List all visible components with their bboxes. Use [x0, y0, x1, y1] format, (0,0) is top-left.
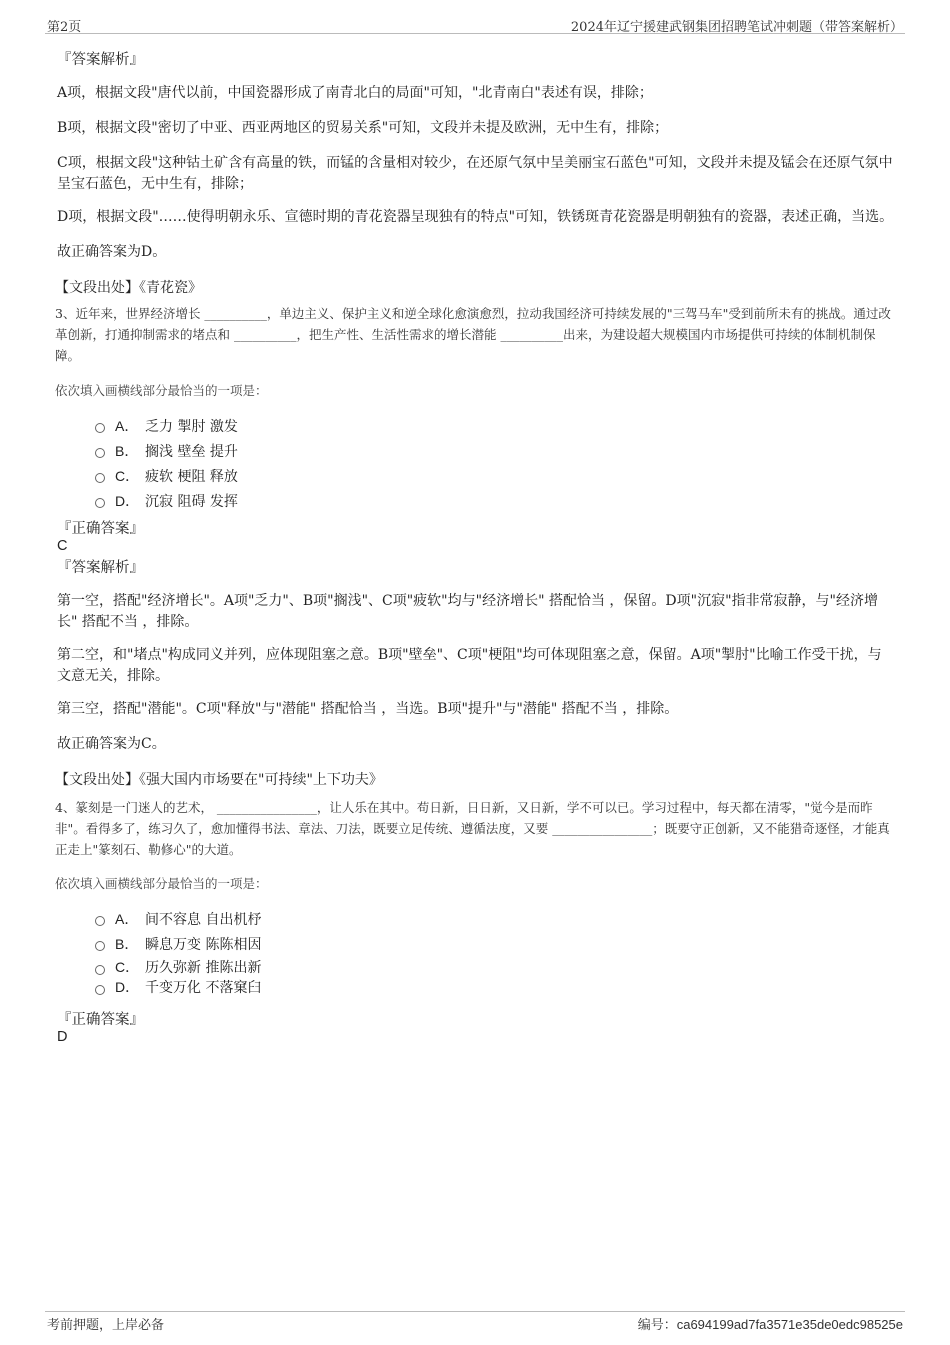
radio-icon[interactable] [95, 941, 105, 951]
radio-icon[interactable] [95, 985, 105, 995]
analysis-paragraph: C项，根据文段"这种钴土矿含有高量的铁，而锰的含量相对较少，在还原气氛中呈美丽宝石蓝色"可知，文段并未提及锰会在还原气氛中呈宝石蓝色，无中生有，排除； [57, 155, 893, 192]
option-b[interactable]: B． 搁浅 壁垒 提升 [95, 438, 895, 463]
radio-icon[interactable] [95, 498, 105, 508]
analysis-paragraph: B项，根据文段"密切了中亚、西亚两地区的贸易关系"可知，文段并未提及欧洲，无中生有，排除； [57, 120, 669, 136]
correct-answer-heading: 『正确答案』 [57, 1012, 144, 1028]
source-citation: 【文段出处】《强大国内市场要在"可持续"上下功夫》 [55, 772, 383, 788]
option-c[interactable]: C． 疲软 梗阻 释放 [95, 463, 895, 488]
analysis-conclusion: 故正确答案为C。 [57, 736, 166, 752]
radio-icon[interactable] [95, 448, 105, 458]
analysis-paragraph: 第二空，和"堵点"构成同义并列，应体现阻塞之意。B项"壁垒"、C项"梗阻"均可体现阻塞之意，保留。A项"掣肘"比喻工作受干扰，与文意无关，排除。 [57, 647, 882, 684]
question-stem: 4、篆刻是一门迷人的艺术， ________________，让人乐在其中。苟日新，日日新，又日新，学不可以已。学习过程中，每天都在清零，"觉今是而昨非"。看得多了，练习久了，愈加懂得书法、章法、刀法，既要立足传统、遵循法度，又要 ________________；既要守正创新，又不能猎奇逐怪，才能真正走上"篆刻石、勒修心"的大道。 [55, 800, 890, 857]
source-citation: 【文段出处】《青花瓷》 [55, 280, 202, 296]
correct-answer-heading: 『正确答案』 [57, 521, 144, 537]
analysis-paragraph: 第三空，搭配"潜能"。C项"释放"与"潜能" 搭配恰当 ，当选。B项"提升"与"潜能" 搭配不当 ，排除。 [57, 701, 679, 717]
correct-answer: D [57, 1029, 68, 1045]
analysis-paragraph: 第一空，搭配"经济增长"。A项"乏力"、B项"搁浅"、C项"疲软"均与"经济增长" 搭配恰当 ，保留。D项"沉寂"指非常寂静，与"经济增长" 搭配不当 ，排除。 [57, 593, 878, 630]
option-c[interactable]: C． 历久弥新 推陈出新 [95, 956, 895, 978]
header-divider [45, 33, 905, 34]
analysis-paragraph: D项，根据文段"……使得明朝永乐、宣德时期的青花瓷器呈现独有的特点"可知，铁锈斑青花瓷器是明朝独有的瓷器，表述正确，当选。 [57, 209, 894, 225]
question-stem: 3、近年来，世界经济增长 __________，单边主义、保护主义和逆全球化愈演愈烈，拉动我国经济可持续发展的"三驾马车"受到前所未有的挑战。通过改革创新，打通抑制需求的堵点和 __________，把生产性、生活性需求的增长潜能 __________出来，为建设超大规模国内市场提供可持续的体制机制保障。 [55, 306, 891, 363]
options-list [95, 413, 895, 513]
radio-icon[interactable] [95, 916, 105, 926]
footer-code-value: ca694199ad7fa3571e35de0edc98525e [676, 1317, 903, 1332]
option-b[interactable]: B． 瞬息万变 陈陈相因 [95, 931, 895, 956]
options-list [95, 906, 895, 996]
analysis-conclusion: 故正确答案为D。 [57, 244, 167, 260]
footer-slogan: 考前押题，上岸必备 [47, 1318, 165, 1333]
question-prompt: 依次填入画横线部分最恰当的一项是： [55, 876, 268, 891]
footer-code-label: 编号： [637, 1318, 677, 1333]
document-title: 2024年辽宁援建武钢集团招聘笔试冲刺题（带答案解析） [570, 20, 903, 35]
option-a[interactable]: A． 乏力 掣肘 激发 [95, 413, 895, 438]
analysis-paragraph: A项，根据文段"唐代以前，中国瓷器形成了南青北白的局面"可知，"北青南白"表述有误，排除； [57, 85, 653, 101]
analysis-heading: 『答案解析』 [57, 52, 144, 68]
correct-answer: C [57, 538, 68, 554]
option-a[interactable]: A． 间不容息 自出机杼 [95, 906, 895, 931]
option-d[interactable]: D． 沉寂 阻碍 发挥 [95, 488, 895, 513]
question-prompt: 依次填入画横线部分最恰当的一项是： [55, 383, 268, 398]
footer-divider [45, 1311, 905, 1312]
analysis-heading: 『答案解析』 [57, 560, 144, 576]
radio-icon[interactable] [95, 965, 105, 975]
radio-icon[interactable] [95, 473, 105, 483]
page-number: 第2页 [47, 20, 82, 35]
radio-icon[interactable] [95, 423, 105, 433]
document-body [55, 48, 895, 1045]
footer-code [638, 1314, 903, 1333]
option-d[interactable]: D． 千变万化 不落窠臼 [95, 978, 895, 996]
